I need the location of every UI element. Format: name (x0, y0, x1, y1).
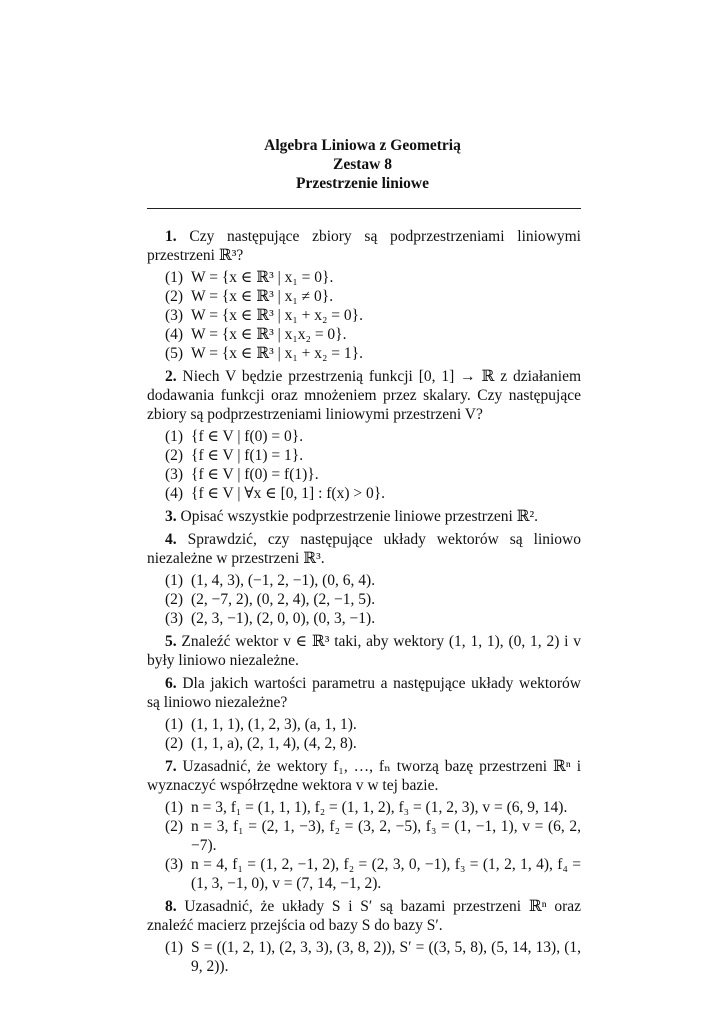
problem-text: Dla jakich wartości parametru a następujące układy wektorów są liniowo niezależne? (147, 675, 581, 711)
item-label: (1) (165, 716, 184, 733)
problem-text: Niech V będzie przestrzenią funkcji [0, 1] → ℝ z działaniem dodawania funkcji oraz mnożeniem przez skalary. Czy następujące zbiory są podprzestrzeniami liniowymi przestrzeni V? (147, 368, 582, 423)
item-text: W = {x ∈ ℝ³ | x₁ ≠ 0}. (191, 288, 334, 305)
list-item (147, 344, 581, 363)
item-text: {f ∈ V | f(0) = f(1)}. (191, 466, 319, 483)
problem-statement (147, 674, 581, 712)
problem-text: Znaleźć wektor v ∈ ℝ³ taki, aby wektory (1, 1, 1), (0, 1, 2) i v były liniowo niezależne. (147, 633, 582, 669)
problem-statement (147, 757, 581, 795)
problem-2 (147, 367, 581, 503)
item-label: (3) (165, 856, 184, 873)
problem-number: 7. (165, 758, 177, 775)
problem-number: 3. (165, 508, 177, 525)
item-text: W = {x ∈ ℝ³ | x₁x₂ = 0}. (191, 326, 347, 343)
item-label: (4) (165, 485, 184, 502)
item-label: (2) (165, 735, 184, 752)
problem-statement (147, 507, 581, 526)
item-label: (1) (165, 799, 184, 816)
item-text: S = ((1, 2, 1), (2, 3, 3), (3, 8, 2)), S′ = ((3, 5, 8), (5, 14, 13), (1, 9, 2)). (191, 939, 581, 975)
item-text: {f ∈ V | ∀x ∈ [0, 1] : f(x) > 0}. (191, 485, 386, 502)
item-label: (1) (165, 269, 184, 286)
subitem-list (147, 798, 581, 893)
problem-text: Czy następujące zbiory są podprzestrzeniami liniowymi przestrzeni ℝ³? (147, 228, 581, 264)
problem-statement (147, 632, 581, 670)
item-label: (3) (165, 466, 184, 483)
problem-statement (147, 227, 581, 265)
list-item (147, 590, 581, 609)
item-label: (5) (165, 345, 184, 362)
problem-7 (147, 757, 581, 893)
list-item (147, 609, 581, 628)
list-item (147, 446, 581, 465)
subitem-list (147, 938, 581, 976)
list-item (147, 484, 581, 503)
problem-text: Sprawdzić, czy następujące układy wektorów są liniowo niezależne w przestrzeni ℝ³. (147, 531, 582, 567)
item-text: (1, 4, 3), (−1, 2, −1), (0, 6, 4). (191, 572, 376, 589)
problem-1 (147, 227, 581, 363)
list-item (147, 798, 581, 817)
problem-8 (147, 897, 581, 976)
list-item (147, 734, 581, 753)
problem-number: 6. (165, 675, 177, 692)
problem-number: 8. (165, 898, 177, 915)
topic-title: Przestrzenie liniowe (296, 175, 429, 192)
problem-5 (147, 632, 581, 670)
item-label: (4) (165, 326, 184, 343)
problem-text: Uzasadnić, że układy S i S′ są bazami przestrzeni ℝⁿ oraz znaleźć macierz przejścia od bazy S do bazy S′. (147, 898, 581, 934)
item-label: (2) (165, 591, 184, 608)
problem-text: Uzasadnić, że wektory f₁, …, fₙ tworzą bazę przestrzeni ℝⁿ i wyznaczyć współrzędne wektora v w tej bazie. (147, 758, 581, 794)
problem-statement (147, 897, 581, 935)
document-header (0, 136, 725, 193)
subitem-list (147, 268, 581, 363)
item-label: (1) (165, 428, 184, 445)
problem-statement (147, 367, 581, 424)
subitem-list (147, 571, 581, 628)
list-item (147, 571, 581, 590)
item-text: (1, 1, 1), (1, 2, 3), (a, 1, 1). (191, 716, 357, 733)
list-item (147, 715, 581, 734)
set-title: Zestaw 8 (333, 156, 392, 173)
item-text: (1, 1, a), (2, 1, 4), (4, 2, 8). (191, 735, 357, 752)
item-text: (2, −7, 2), (0, 2, 4), (2, −1, 5). (191, 591, 376, 608)
list-item (147, 325, 581, 344)
list-item (147, 465, 581, 484)
problem-list (147, 227, 581, 980)
problem-number: 5. (165, 633, 177, 650)
header-divider (147, 208, 581, 209)
list-item (147, 427, 581, 446)
problem-4 (147, 530, 581, 628)
course-title: Algebra Liniowa z Geometrią (264, 137, 461, 154)
list-item (147, 306, 581, 325)
item-label: (2) (165, 818, 184, 835)
problem-number: 2. (165, 368, 177, 385)
problem-text: Opisać wszystkie podprzestrzenie liniowe przestrzeni ℝ². (180, 508, 539, 525)
list-item (147, 938, 581, 976)
subitem-list (147, 427, 581, 503)
item-label: (3) (165, 610, 184, 627)
problem-6 (147, 674, 581, 753)
item-text: W = {x ∈ ℝ³ | x₁ + x₂ = 0}. (191, 307, 363, 324)
list-item (147, 268, 581, 287)
item-text: {f ∈ V | f(0) = 0}. (191, 428, 304, 445)
item-label: (2) (165, 288, 184, 305)
item-text: W = {x ∈ ℝ³ | x₁ = 0}. (191, 269, 334, 286)
item-label: (1) (165, 572, 184, 589)
item-text: (2, 3, −1), (2, 0, 0), (0, 3, −1). (191, 610, 376, 627)
item-label: (1) (165, 939, 184, 956)
item-label: (3) (165, 307, 184, 324)
item-text: n = 4, f₁ = (1, 2, −1, 2), f₂ = (2, 3, 0, −1), f₃ = (1, 2, 1, 4), f₄ = (1, 3, −1, 0), v = (7, 14, −1, 2). (191, 856, 581, 892)
problem-number: 1. (165, 228, 177, 245)
item-text: n = 3, f₁ = (2, 1, −3), f₂ = (3, 2, −5), f₃ = (1, −1, 1), v = (6, 2, −7). (191, 818, 581, 854)
subitem-list (147, 715, 581, 753)
problem-3 (147, 507, 581, 526)
item-label: (2) (165, 447, 184, 464)
list-item (147, 817, 581, 855)
problem-statement (147, 530, 581, 568)
problem-number: 4. (165, 531, 177, 548)
item-text: n = 3, f₁ = (1, 1, 1), f₂ = (1, 1, 2), f₃ = (1, 2, 3), v = (6, 9, 14). (191, 799, 568, 816)
list-item (147, 855, 581, 893)
item-text: W = {x ∈ ℝ³ | x₁ + x₂ = 1}. (191, 345, 363, 362)
list-item (147, 287, 581, 306)
item-text: {f ∈ V | f(1) = 1}. (191, 447, 304, 464)
